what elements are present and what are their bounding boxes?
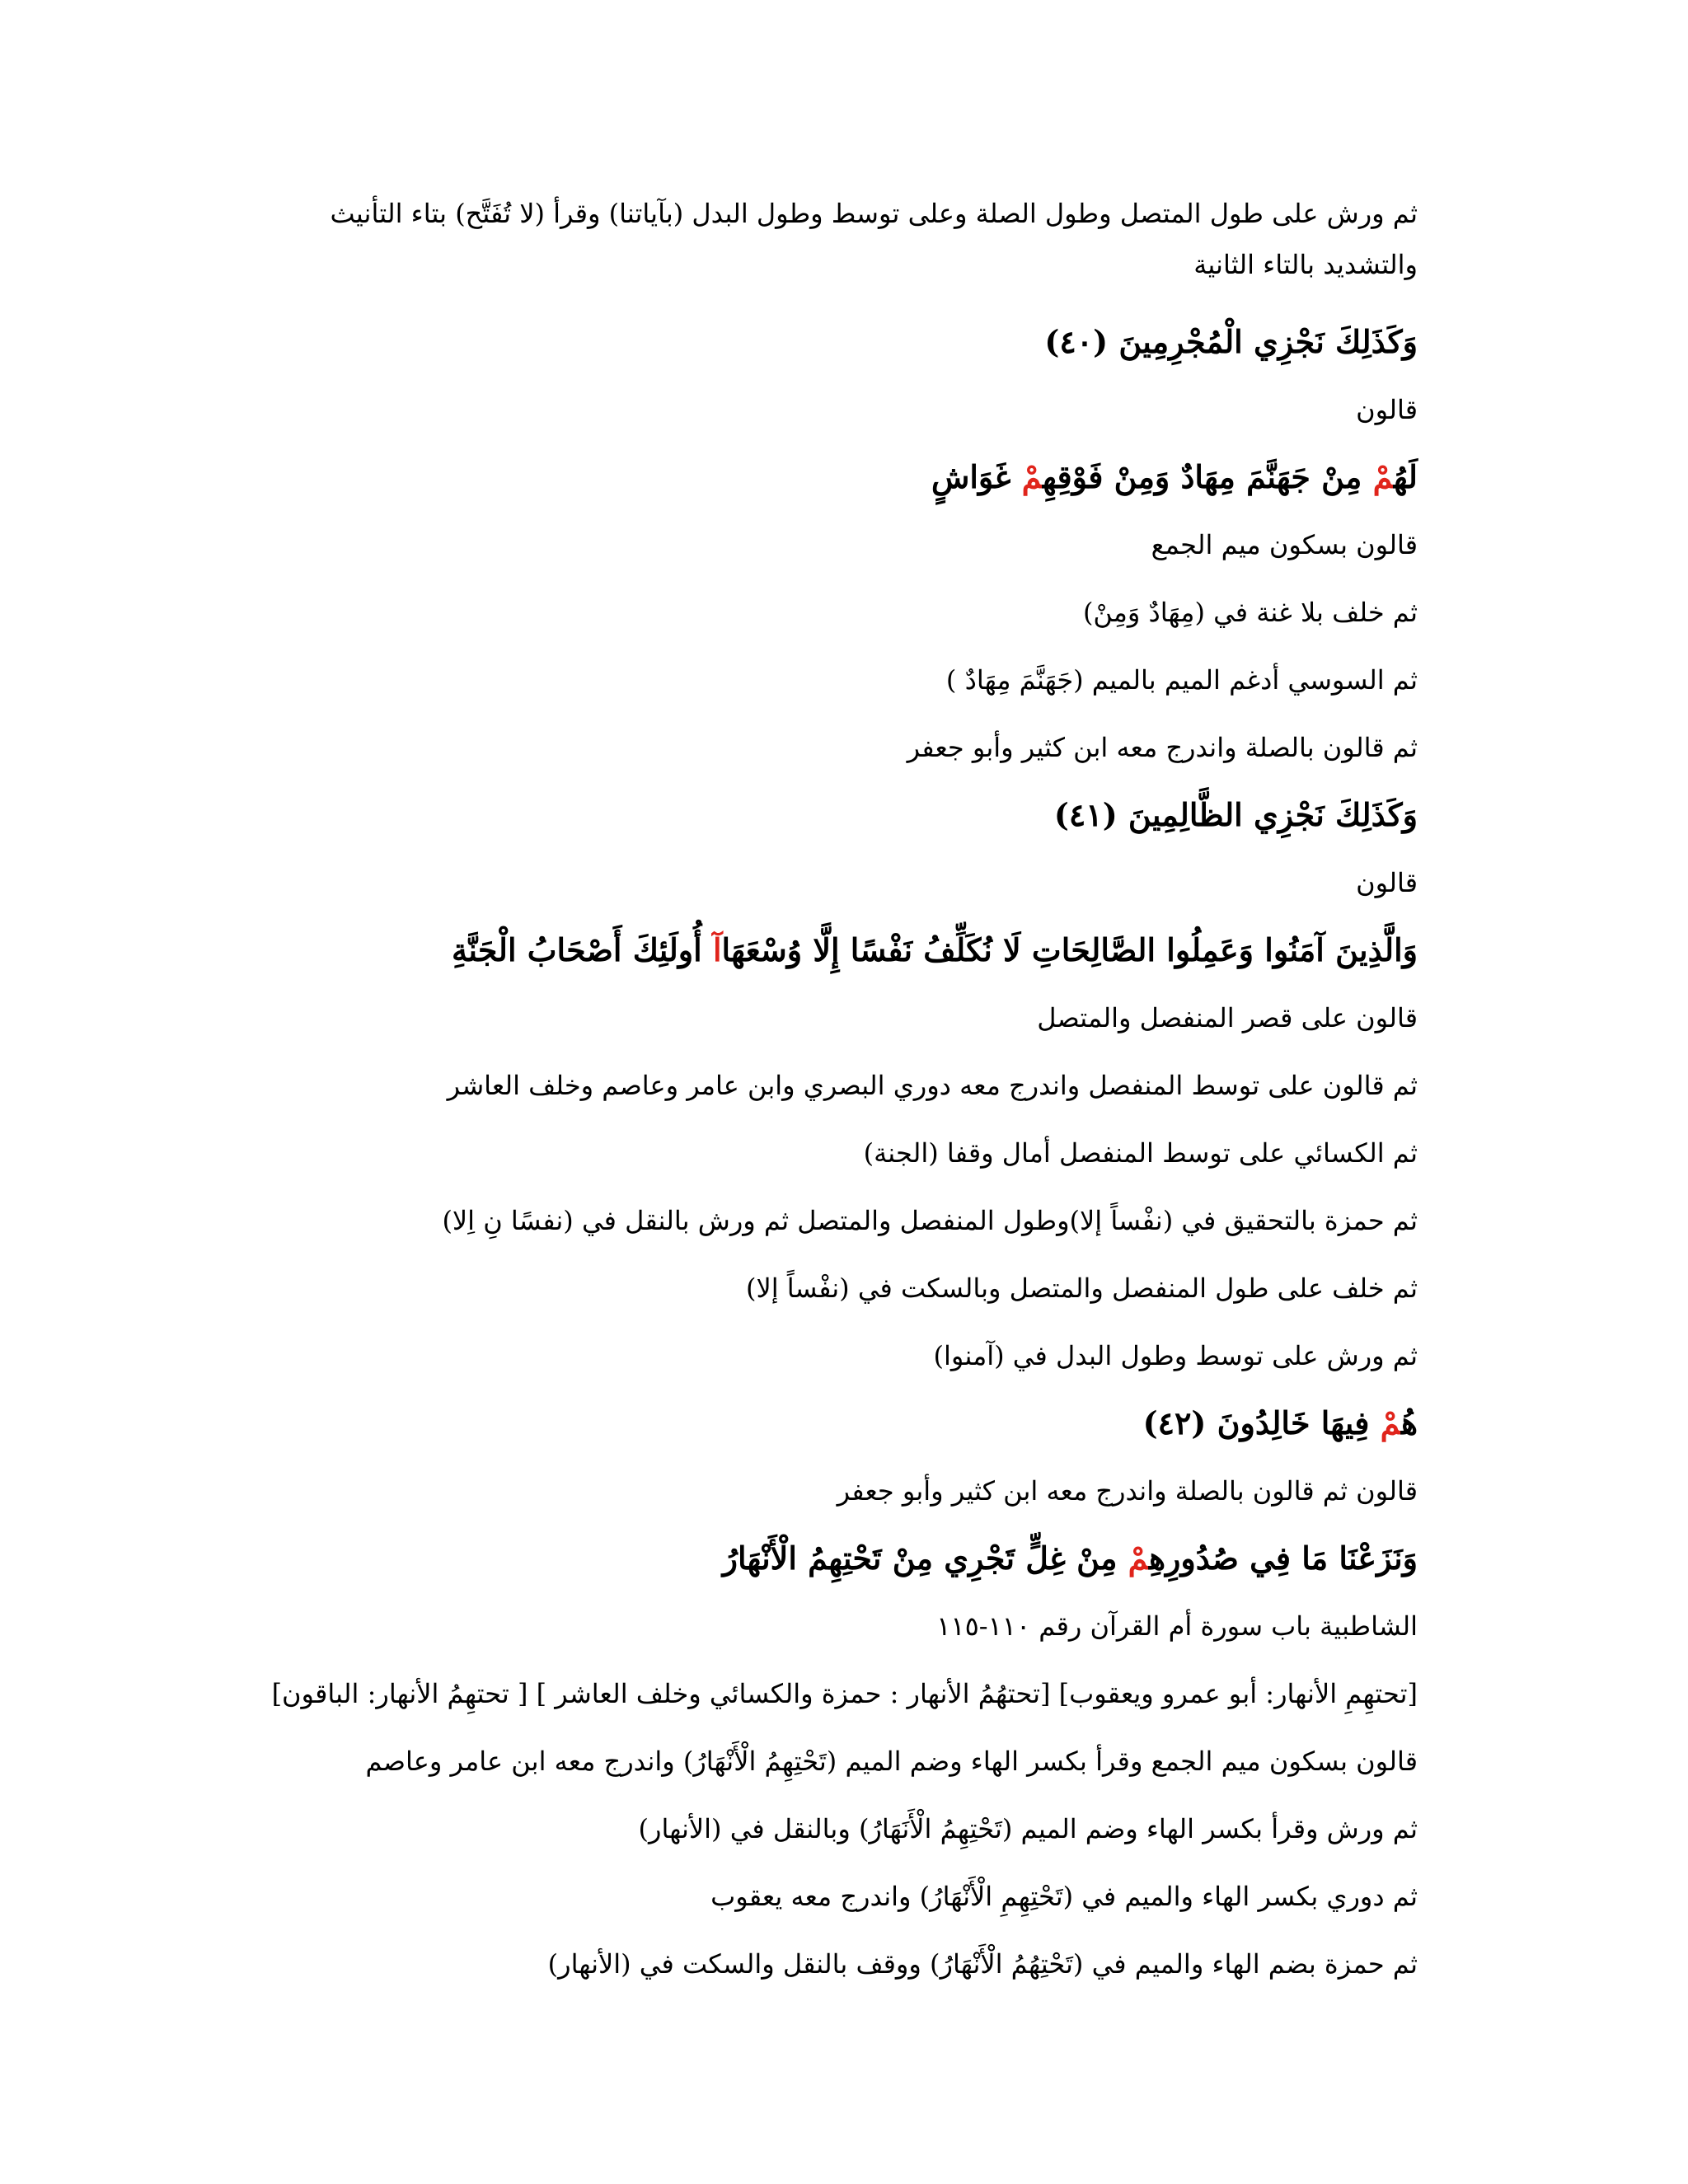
highlighted-meem: مْ [1380,1404,1401,1441]
quran-verse-line [264,781,1418,849]
verse-text: فِيهَا خَالِدُونَ (٤٢) [1142,1404,1381,1441]
text-line: ثم ورش وقرأ بكسر الهاء وضم الميم (تَحْتِهِمُ الْأَنَهَارُ) وبالنقل في (الأنهار) [638,1813,1418,1844]
text-line: قالون [1356,867,1418,898]
verse-text: غَوَاشٍ [931,458,1022,495]
verse-text: مِنْ جَهَنَّمَ مِهَادٌ وَمِنْ فَوْقِهِ [1042,458,1373,495]
text-line: ثم ورش على توسط وطول البدل في (آمنوا) [933,1340,1418,1371]
text-line: ثم حمزة بالتحقيق في (نفْساً إلا)وطول المنفصل والمتصل ثم ورش بالنقل في (نفسًا نِ اِلا) [442,1205,1418,1236]
text-line: قالون [1356,394,1418,425]
quran-verse-line [264,916,1418,984]
highlighted-meem: مْ [1128,1540,1149,1577]
text-line: قالون بسكون ميم الجمع [1151,529,1418,560]
verse-text: لَهُ [1393,458,1418,495]
text-line: قالون ثم قالون بالصلة واندرج معه ابن كثير وأبو جعفر [837,1475,1418,1507]
quran-verse-line [264,443,1418,511]
text-line: قالون بسكون ميم الجمع وقرأ بكسر الهاء وضم الميم (تَحْتِهِمُ الْأَنْهَارُ) واندرج معه ابن عامر وعاصم [365,1746,1418,1777]
document-page [264,188,1418,1998]
quran-verse-line [264,308,1418,376]
text-line: ثم قالون بالصلة واندرج معه ابن كثير وأبو جعفر [907,732,1418,763]
verse-text: أُولَئِكَ أَصْحَابُ الْجَنَّةِ [452,931,713,968]
text-line: ثم الكسائي على توسط المنفصل أمال وقفا (الجنة) [863,1137,1418,1169]
highlighted-meem: مْ [1372,458,1394,495]
text-line: ثم دوري بكسر الهاء والميم في (تَحْتِهِمِ الْأَنْهَارُ) واندرج معه يعقوب [710,1881,1418,1912]
verse-text: وَنَزَعْنَا مَا فِي صُدُورِهِ [1148,1540,1418,1577]
text-line: ثم حمزة بضم الهاء والميم في (تَحْتِهُمُ الْأَنْهَارُ) ووقف بالنقل والسكت في (الأنهار) [547,1948,1418,1980]
verse-text: هُ [1400,1404,1418,1441]
text-line: ثم خلف على طول المنفصل والمتصل وبالسكت في (نفْساً إلا) [745,1272,1418,1304]
text-line: ثم قالون على توسط المنفصل واندرج معه دوري البصري وابن عامر وعاصم وخلف العاشر [447,1070,1418,1101]
text-line: ثم السوسي أدغم الميم بالميم (جَهَنَّمَ مِهَادٌ ) [945,664,1418,696]
text-line: الشاطبية باب سورة أم القرآن رقم ١١٠-١١٥ [936,1610,1418,1642]
highlighted-meem: مْ [1021,458,1043,495]
verse-text: مِنْ غِلٍّ تَجْرِي مِنْ تَحْتِهِمُ الْأَنْهَارُ [722,1540,1128,1577]
text-line: قالون على قصر المنفصل والمتصل [1037,1002,1418,1033]
quran-verse-line [264,1390,1418,1457]
verse-text: وَالَّذِينَ آمَنُوا وَعَمِلُوا الصَّالِحَاتِ لَا نُكَلِّفُ نَفْسًا إِلَّا وُسْعَهَا [721,931,1418,968]
text-line: ثم ورش على طول المتصل وطول الصلة وعلى توسط وطول البدل (بآياتنا) وقرأ (لا تُفَتَّح) بتاء التأنيث والتشديد بالتاء الثانية [330,198,1418,280]
highlighted-meem: آ [712,931,722,968]
text-line: [تحتهِمِ الأنهار: أبو عمرو ويعقوب] [تحتهُمُ الأنهار : حمزة والكسائي وخلف العاشر ] [ تحتهِمُ الأنهار: الباقون] [271,1678,1418,1709]
quran-verse-line [264,1525,1418,1592]
verse-text: وَكَذَلِكَ نَجْزِي الظَّالِمِينَ (٤١) [1053,796,1418,833]
text-line: ثم خلف بلا غنة في (مِهَادٌ وَمِنْ) [1082,597,1418,628]
verse-text: وَكَذَلِكَ نَجْزِي الْمُجْرِمِينَ (٤٠) [1044,323,1418,360]
